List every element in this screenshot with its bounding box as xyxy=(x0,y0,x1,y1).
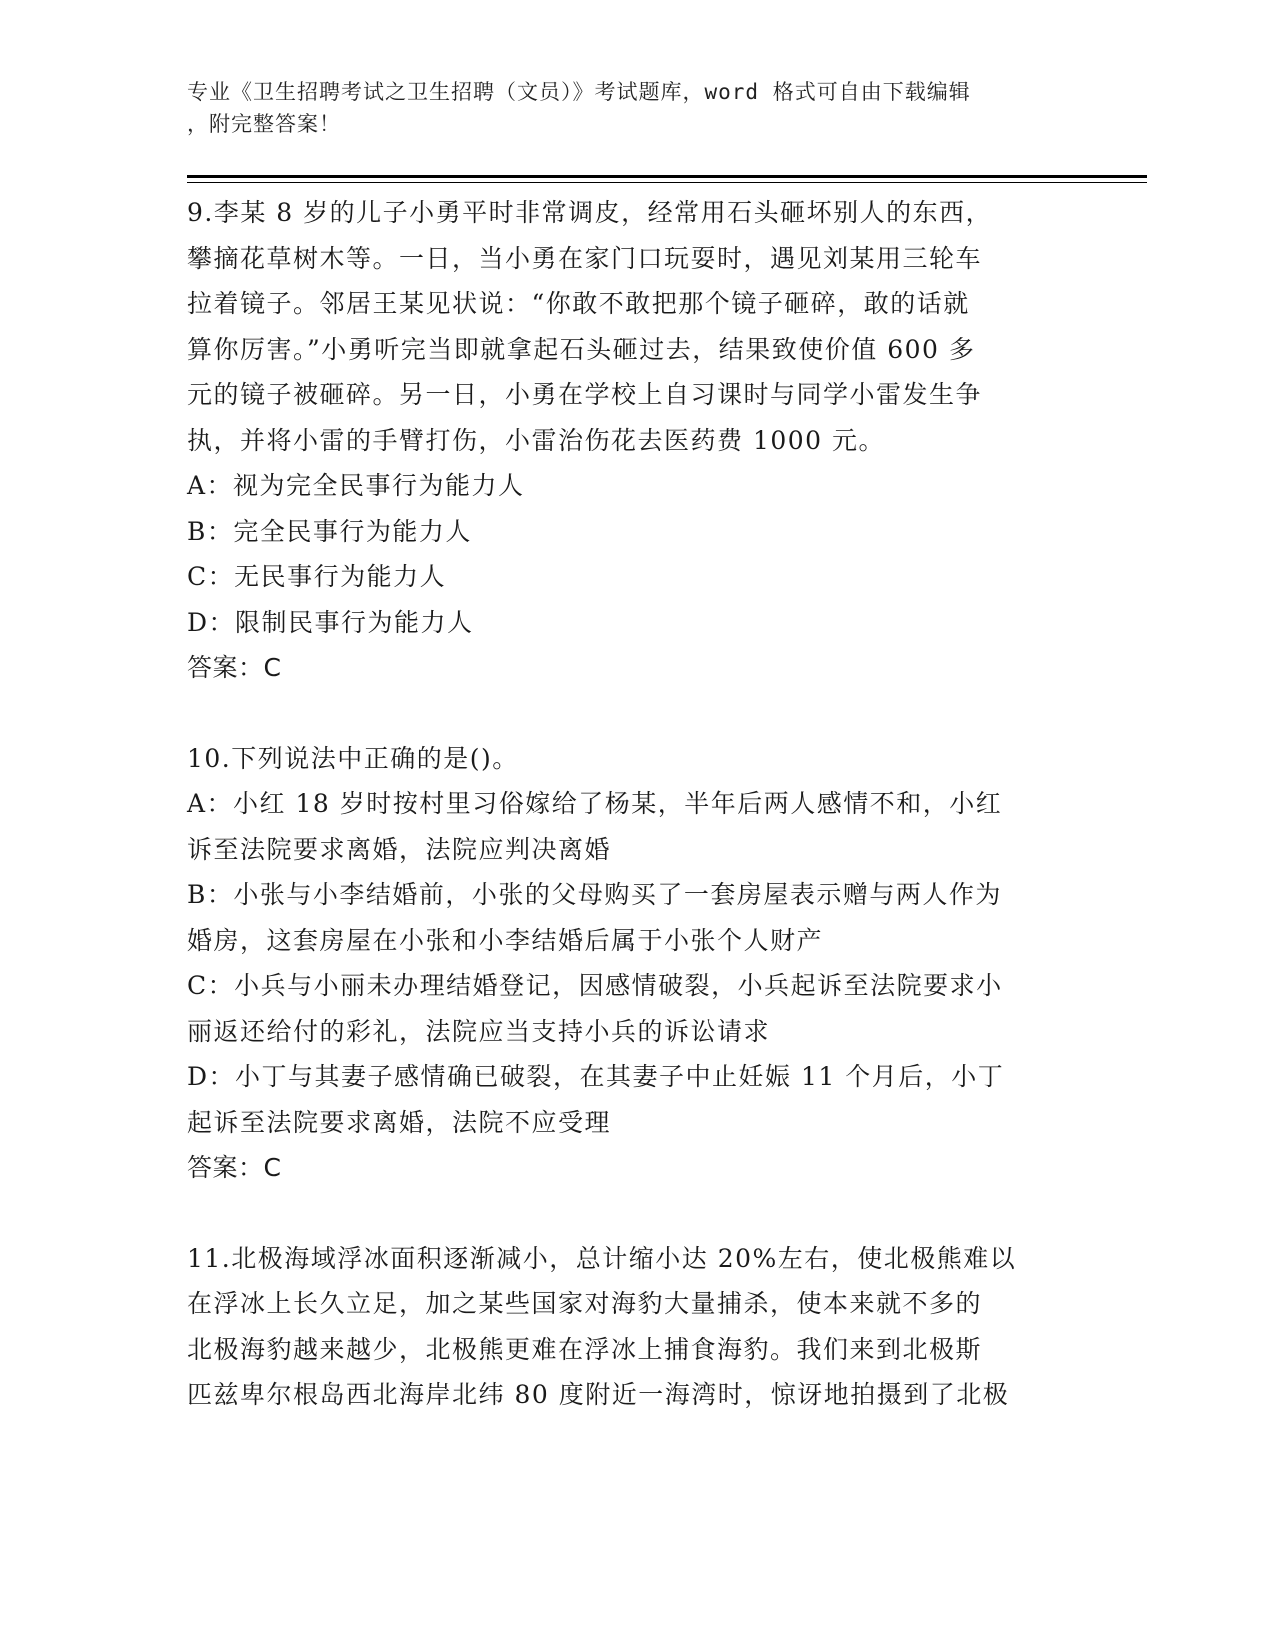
option-a: A：小红 18 岁时按村里习俗嫁给了杨某，半年后两人感情不和，小红 xyxy=(187,789,1003,818)
option-c: C：无民事行为能力人 xyxy=(187,562,447,591)
option-b-continued: 婚房，这套房屋在小张和小李结婚后属于小张个人财产 xyxy=(187,925,824,955)
question-stem-line: 元的镜子被砸碎。另一日，小勇在学校上自习课时与同学小雷发生争 xyxy=(187,380,983,409)
answer-line: 答案：C xyxy=(187,1153,282,1182)
option-a: A：视为完全民事行为能力人 xyxy=(187,471,525,500)
question-stem-line: 执，并将小雷的手臂打伤，小雷治伤花去医药费 1000 元。 xyxy=(187,425,886,455)
header-rule-thick xyxy=(187,175,1147,178)
option-c-continued: 丽返还给付的彩礼，法院应当支持小兵的诉讼请求 xyxy=(187,1016,771,1046)
question-stem-line: 在浮冰上长久立足，加之某些国家对海豹大量捕杀，使本来就不多的 xyxy=(187,1289,983,1318)
option-c: C：小兵与小丽未办理结婚登记，因感情破裂，小兵起诉至法院要求小 xyxy=(187,971,1003,1000)
option-d: D：限制民事行为能力人 xyxy=(187,607,474,637)
question-gap xyxy=(187,1191,1087,1236)
question-stem-line: 11.北极海域浮冰面积逐渐减小，总计缩小达 20%左右，使北极熊难以 xyxy=(187,1243,1017,1273)
question-stem-line: 10.下列说法中正确的是()。 xyxy=(187,743,519,773)
option-d-continued: 起诉至法院要求离婚，法院不应受理 xyxy=(187,1107,612,1137)
question-stem-line: 攀摘花草树木等。一日，当小勇在家门口玩耍时，遇见刘某用三轮车 xyxy=(187,243,983,273)
answer-line: 答案：C xyxy=(187,653,282,682)
option-a-continued: 诉至法院要求离婚，法院应判决离婚 xyxy=(187,834,612,864)
header-line: ，附完整答案！ xyxy=(187,112,341,136)
question-11 xyxy=(187,1236,1087,1418)
question-stem-line: 匹兹卑尔根岛西北海岸北纬 80 度附近一海湾时，惊讶地拍摄到了北极 xyxy=(187,1380,1010,1409)
question-gap xyxy=(187,691,1087,736)
document-body xyxy=(187,190,1087,1418)
option-d: D：小丁与其妻子感情确已破裂，在其妻子中止妊娠 11 个月后，小丁 xyxy=(187,1062,1005,1091)
question-stem-line: 算你厉害。”小勇听完当即就拿起石头砸过去，结果致使价值 600 多 xyxy=(187,334,976,364)
question-stem-line: 9.李某 8 岁的儿子小勇平时非常调皮，经常用石头砸坏别人的东西， xyxy=(187,198,993,227)
page-header xyxy=(187,76,1087,140)
question-stem-line: 北极海豹越来越少，北极熊更难在浮冰上捕食海豹。我们来到北极斯 xyxy=(187,1334,983,1364)
header-line: 专业《卫生招聘考试之卫生招聘（文员）》考试题库，word 格式可自由下载编辑 xyxy=(187,80,971,104)
question-stem-line: 拉着镜子。邻居王某见状说：“你敢不敢把那个镜子砸碎，敢的话就 xyxy=(187,289,970,318)
option-b: B：小张与小李结婚前，小张的父母购买了一套房屋表示赠与两人作为 xyxy=(187,880,1002,909)
question-10 xyxy=(187,736,1087,1191)
option-b: B：完全民事行为能力人 xyxy=(187,516,472,546)
header-rule-thin xyxy=(187,182,1147,183)
question-9 xyxy=(187,190,1087,691)
